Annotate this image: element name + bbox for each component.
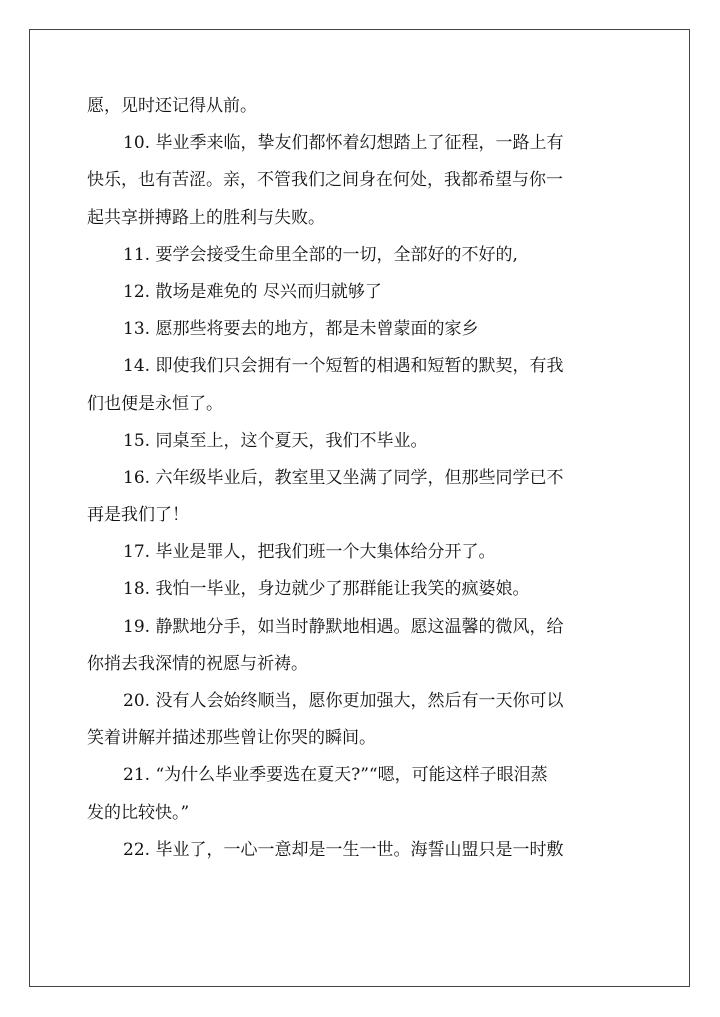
text-line: 14. 即使我们只会拥有一个短暂的相遇和短暂的默契，有我 <box>123 356 564 377</box>
text-line: 16. 六年级毕业后，教室里又坐满了同学，但那些同学已不 <box>123 467 564 488</box>
text-line: 们也便是永恒了。 <box>87 393 223 414</box>
text-line: 愿，见时还记得从前。 <box>87 96 257 116</box>
text-line: 发的比较快。” <box>87 802 190 823</box>
text-line: 18. 我怕一毕业，身边就少了那群能让我笑的疯婆娘。 <box>123 579 530 600</box>
text-line: 起共享拼搏路上的胜利与失败。 <box>87 207 325 228</box>
document-body <box>87 88 637 869</box>
text-line: 20. 没有人会始终顺当，愿你更加强大，然后有一天你可以 <box>123 691 564 711</box>
text-line: 再是我们了！ <box>87 505 189 526</box>
text-line: 19. 静默地分手，如当时静默地相遇。愿这温馨的微风，给 <box>123 616 564 637</box>
text-line: 12. 散场是难免的 尽兴而归就够了 <box>123 281 382 302</box>
text-line: 15. 同桌至上，这个夏天，我们不毕业。 <box>123 430 428 451</box>
text-line: 快乐，也有苦涩。亲，不管我们之间身在何处，我都希望与你一 <box>87 170 563 191</box>
text-line: 11. 要学会接受生命里全部的一切，全部好的不好的, <box>123 244 518 265</box>
text-line: 你捎去我深情的祝愿与祈祷。 <box>87 653 308 674</box>
text-line: 13. 愿那些将要去的地方，都是未曾蒙面的家乡 <box>123 319 479 340</box>
text-line: 22. 毕业了，一心一意却是一生一世。海誓山盟只是一时敷 <box>123 839 564 860</box>
text-line: 21. “为什么毕业季要选在夏天?”“嗯，可能这样子眼泪蒸 <box>123 765 548 786</box>
text-line: 17. 毕业是罪人，把我们班一个大集体给分开了。 <box>123 542 496 563</box>
text-line: 笑着讲解并描述那些曾让你哭的瞬间。 <box>87 728 376 749</box>
text-line: 10. 毕业季来临，挚友们都怀着幻想踏上了征程，一路上有 <box>123 133 564 154</box>
